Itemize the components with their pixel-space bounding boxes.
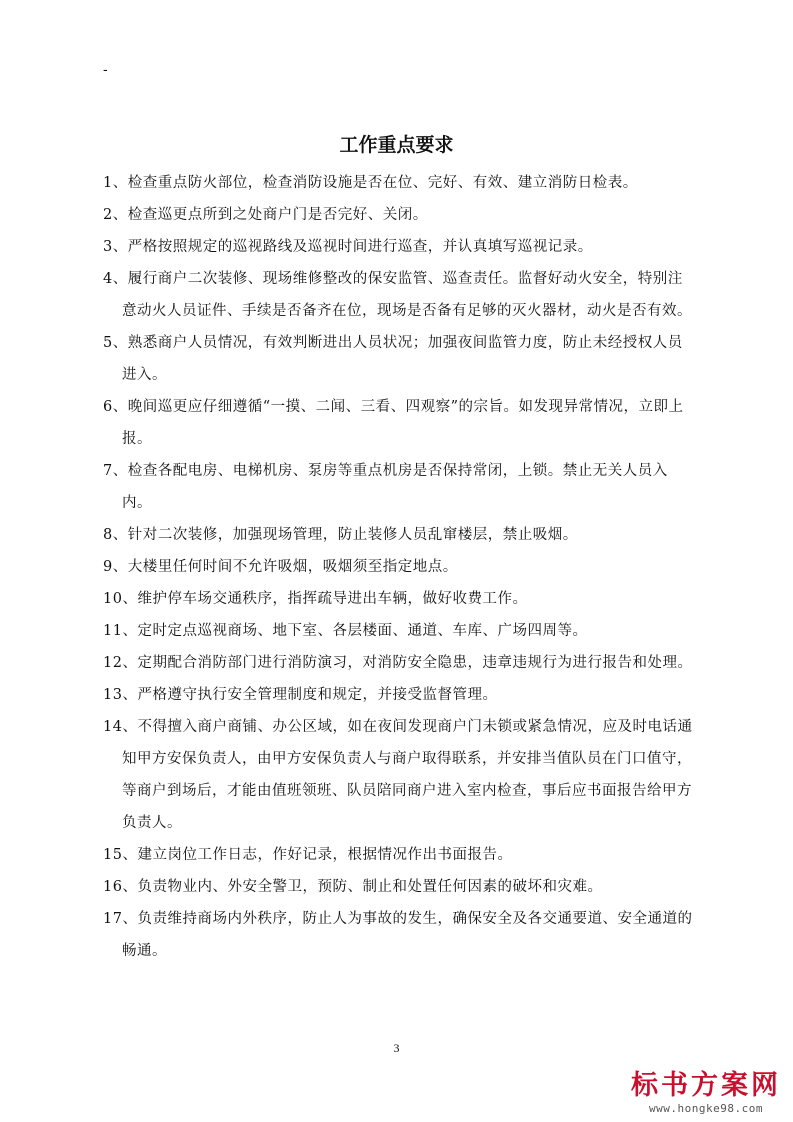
list-item: 6、晚间巡更应仔细遵循“一摸、二闻、三看、四观察”的宗旨。如发现异常情况，立即上报。	[103, 399, 684, 447]
list-item: 4、履行商户二次装修、现场维修整改的保安监管、巡查责任。监督好动火安全，特别注意动火人员证件、手续是否备齐在位，现场是否备有足够的灭火器材，动火是否有效。	[103, 271, 692, 319]
requirements-list	[103, 167, 695, 967]
header-mark: -	[103, 61, 108, 77]
list-item: 15、建立岗位工作日志，作好记录，根据情况作出书面报告。	[103, 847, 513, 863]
list-item: 10、维护停车场交通秩序，指挥疏导进出车辆，做好收费工作。	[103, 591, 528, 607]
page-number: 3	[393, 1041, 400, 1055]
list-item: 11、定时定点巡视商场、地下室、各层楼面、通道、车库、广场四周等。	[103, 623, 588, 639]
list-item: 7、检查各配电房、电梯机房、泵房等重点机房是否保持常闭，上锁。禁止无关人员入内。	[103, 463, 668, 511]
page-title: 工作重点要求	[339, 134, 454, 156]
list-item: 13、严格遵守执行安全管理制度和规定，并接受监督管理。	[103, 687, 498, 703]
list-item: 14、不得擅入商户商铺、办公区域，如在夜间发现商户门未锁或紧急情况，应及时电话通知甲方安保负责人，由甲方安保负责人与商户取得联系，并安排当值队员在门口值守，等商户到场后，才能由值班领班、队员陪同商户进入室内检查，事后应书面报告给甲方负责人。	[103, 719, 693, 831]
watermark-url: www.hongke98.com	[649, 1102, 763, 1115]
list-item: 9、大楼里任何时间不允许吸烟，吸烟须至指定地点。	[103, 559, 458, 575]
list-item: 17、负责维持商场内外秩序，防止人为事故的发生，确保安全及各交通要道、安全通道的畅通。	[103, 911, 693, 959]
watermark-name: 标书方案网	[631, 1070, 781, 1101]
list-item: 8、针对二次装修，加强现场管理，防止装修人员乱窜楼层，禁止吸烟。	[103, 527, 578, 543]
list-item: 2、检查巡更点所到之处商户门是否完好、关闭。	[103, 207, 428, 223]
list-item: 1、检查重点防火部位，检查消防设施是否在位、完好、有效、建立消防日检表。	[103, 175, 638, 191]
list-item: 12、定期配合消防部门进行消防演习，对消防安全隐患，违章违规行为进行报告和处理。	[103, 655, 693, 671]
list-item: 3、严格按照规定的巡视路线及巡视时间进行巡查，并认真填写巡视记录。	[103, 239, 593, 255]
watermark-logo	[631, 1070, 781, 1116]
list-item: 5、熟悉商户人员情况，有效判断进出人员状况；加强夜间监管力度，防止未经授权人员进入。	[103, 335, 683, 383]
list-item: 16、负责物业内、外安全警卫，预防、制止和处置任何因素的破坏和灾难。	[103, 879, 603, 895]
